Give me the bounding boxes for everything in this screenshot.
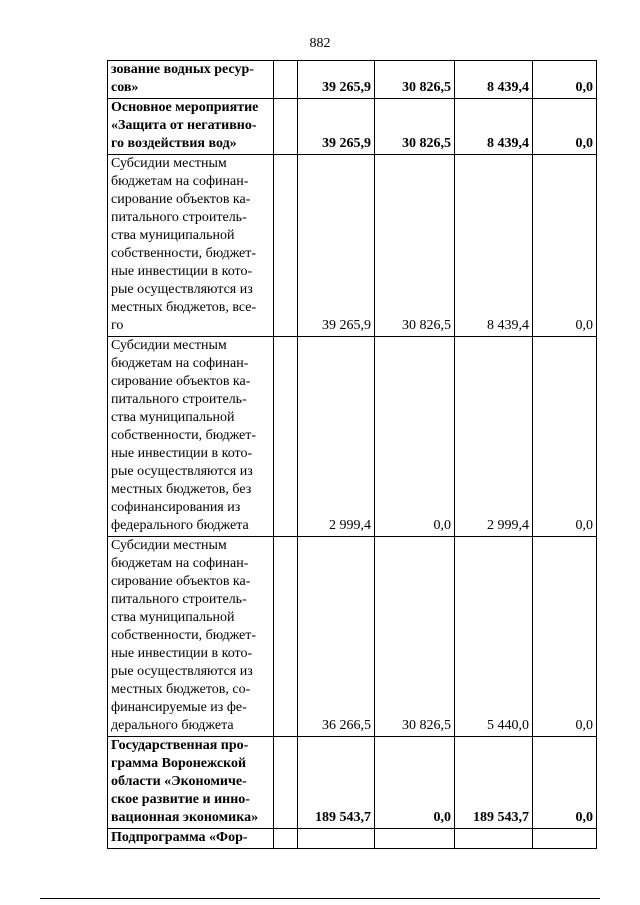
value-cell: 30 826,5 — [375, 537, 455, 737]
value-cell: 2 999,4 — [455, 337, 533, 537]
table-row — [108, 829, 597, 849]
value-cell: 39 265,9 — [298, 99, 375, 155]
value-cell: 0,0 — [533, 537, 597, 737]
value-cell: 8 439,4 — [455, 99, 533, 155]
value-cell: 36 266,5 — [298, 537, 375, 737]
value-cell: 8 439,4 — [455, 155, 533, 337]
value-cell — [375, 829, 455, 849]
value-cell — [455, 829, 533, 849]
row-description — [108, 337, 274, 537]
value-cell: 0,0 — [533, 737, 597, 829]
row-description — [108, 99, 274, 155]
row-description-text: Субсидии местным бюджетам на софинан- сирование объектов ка- питального строитель- ства муниципальной собственности, бюджет- ные инвестиции в кото- рые осуществляются из местных бюджетов, со- финансируемые из фе- дерального бюджета — [111, 538, 257, 733]
value-cell: 0,0 — [533, 99, 597, 155]
value-cell: 0,0 — [375, 737, 455, 829]
table-row — [108, 61, 597, 99]
value-cell: 5 440,0 — [455, 537, 533, 737]
value-cell: 2 999,4 — [298, 337, 375, 537]
value-cell: 39 265,9 — [298, 61, 375, 99]
empty-cell — [274, 155, 298, 337]
empty-cell — [274, 537, 298, 737]
row-description-text: Подпрограмма «Фор- — [111, 830, 248, 845]
table-row — [108, 537, 597, 737]
footer-divider — [40, 898, 600, 899]
table-row — [108, 337, 597, 537]
value-cell: 39 265,9 — [298, 155, 375, 337]
empty-cell — [274, 829, 298, 849]
row-description — [108, 537, 274, 737]
table-row — [108, 99, 597, 155]
value-cell: 8 439,4 — [455, 61, 533, 99]
value-cell: 30 826,5 — [375, 99, 455, 155]
empty-cell — [274, 337, 298, 537]
table-row — [108, 155, 597, 337]
budget-table — [107, 60, 597, 849]
value-cell: 189 543,7 — [455, 737, 533, 829]
row-description — [108, 155, 274, 337]
empty-cell — [274, 737, 298, 829]
table-row — [108, 737, 597, 829]
value-cell: 189 543,7 — [298, 737, 375, 829]
row-description-text: Основное мероприятие «Защита от негативно- го воздействия вод» — [111, 100, 259, 151]
value-cell: 0,0 — [375, 337, 455, 537]
page-number: 882 — [309, 36, 331, 51]
row-description — [108, 737, 274, 829]
value-cell — [533, 829, 597, 849]
row-description — [108, 829, 274, 849]
value-cell: 30 826,5 — [375, 61, 455, 99]
value-cell: 0,0 — [533, 155, 597, 337]
row-description-text: Субсидии местным бюджетам на софинан- сирование объектов ка- питального строитель- ства муниципальной собственности, бюджет- ные инвестиции в кото- рые осуществляются из местных бюджетов, без софинансирования из федерального бюджета — [111, 338, 257, 533]
empty-cell — [274, 99, 298, 155]
row-description-text: зование водных ресур- сов» — [111, 62, 254, 95]
value-cell: 0,0 — [533, 61, 597, 99]
value-cell: 0,0 — [533, 337, 597, 537]
value-cell: 30 826,5 — [375, 155, 455, 337]
value-cell — [298, 829, 375, 849]
row-description-text: Государственная про- грамма Воронежской области «Экономиче- ское развитие и инно- вационная экономика» — [111, 738, 259, 825]
empty-cell — [274, 61, 298, 99]
row-description-text: Субсидии местным бюджетам на софинан- сирование объектов ка- питального строитель- ства муниципальной собственности, бюджет- ные инвестиции в кото- рые осуществляются из местных бюджетов, все- го — [111, 156, 257, 333]
row-description — [108, 61, 274, 99]
